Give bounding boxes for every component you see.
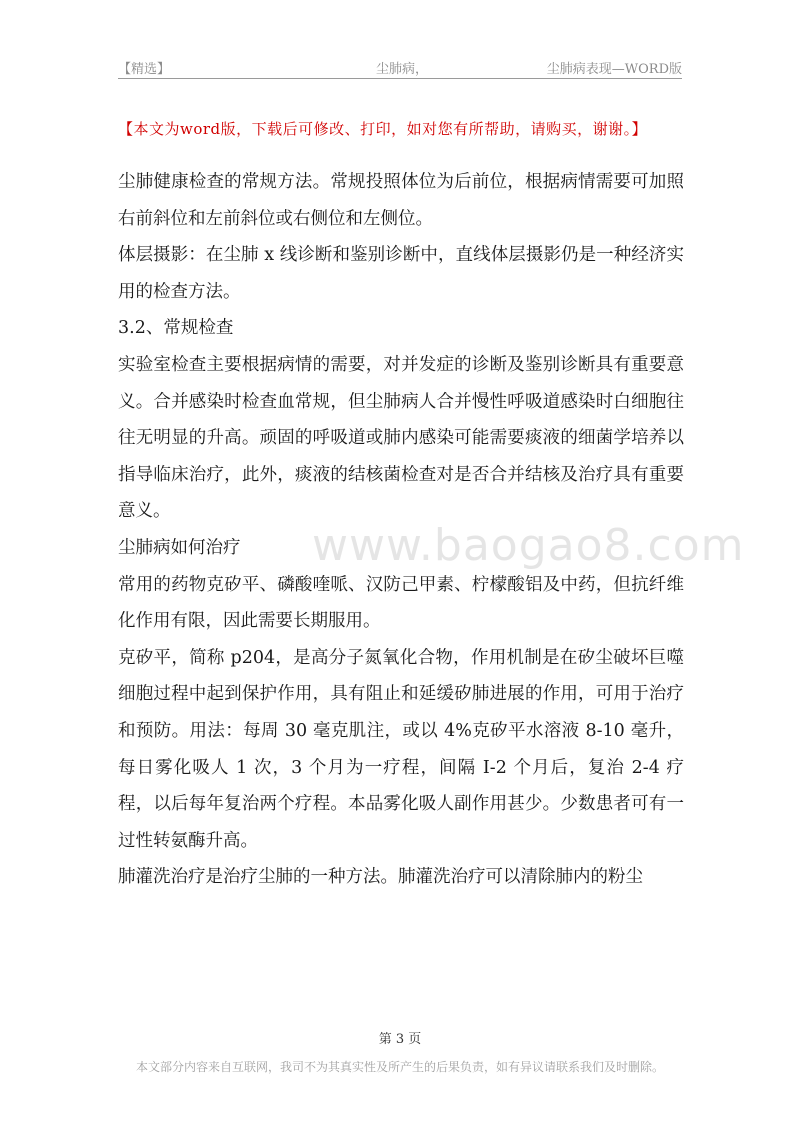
page-header [118, 56, 682, 79]
header-center-title: 尘肺病， [376, 62, 429, 77]
paragraph-lung-lavage: 肺灌洗治疗是治疗尘肺的一种方法。肺灌洗治疗可以清除肺内的粉尘 [118, 867, 643, 888]
paragraph-routine-method: 尘肺健康检查的常规方法。常规投照体位为后前位，根据病情需要可加照右前斜位和左前斜位或右侧位和左侧位。 [118, 172, 684, 229]
paragraph-lab-exam: 实验室检查主要根据病情的需要，对并发症的诊断及鉴别诊断具有重要意义。合并感染时检查血常规，但尘肺病人合并慢性呼吸道感染时白细胞往往无明显的升高。顽固的呼吸道或肺内感染可能需要痰液的细菌学培养以指导临床治疗，此外，痰液的结核菌检查对是否合并结核及治疗具有重要意义。 [118, 354, 684, 522]
document-body [118, 164, 684, 896]
word-version-notice: 【本文为word版，下载后可修改、打印，如对您有所帮助，请购买，谢谢。】 [118, 120, 648, 138]
header-right-title: 尘肺病表现—WORD版 [546, 62, 682, 77]
page-number: 第 3 页 [378, 1032, 422, 1047]
paragraph-p204: 克矽平，简称 p204，是高分子氮氧化合物，作用机制是在矽尘破坏巨噬细胞过程中起到保护作用，具有阻止和延缓矽肺进展的作用，可用于治疗和预防。用法：每周 30 毫克肌注，或以 4%克矽平水溶液 8-10 毫升，每日雾化吸人 1 次，3 个月为一疗程，间隔 I-2 个月后，复治 2-4 疗程，以后每年复治两个疗程。本品雾化吸人副作用甚少。少数患者可有一过性转氨酶升高。 [118, 647, 684, 851]
paragraph-common-drugs: 常用的药物克矽平、磷酸喹哌、汉防己甲素、柠檬酸铝及中药，但抗纤维化作用有限，因此需要长期服用。 [118, 574, 684, 632]
header-left-tag: 【精选】 [118, 62, 171, 77]
footer-disclaimer: 本文部分内容来自互联网，我司不为其真实性及所产生的后果负责，如有异议请联系我们及时删除。 [135, 1060, 664, 1074]
section-heading-routine-exam: 3.2、常规检查 [118, 318, 234, 339]
section-heading-treatment: 尘肺病如何治疗 [118, 537, 241, 558]
paragraph-tomography: 体层摄影：在尘肺 x 线诊断和鉴别诊断中，直线体层摄影仍是一种经济实用的检查方法。 [118, 245, 684, 302]
site-watermark: www.baogao8.com [312, 520, 745, 571]
